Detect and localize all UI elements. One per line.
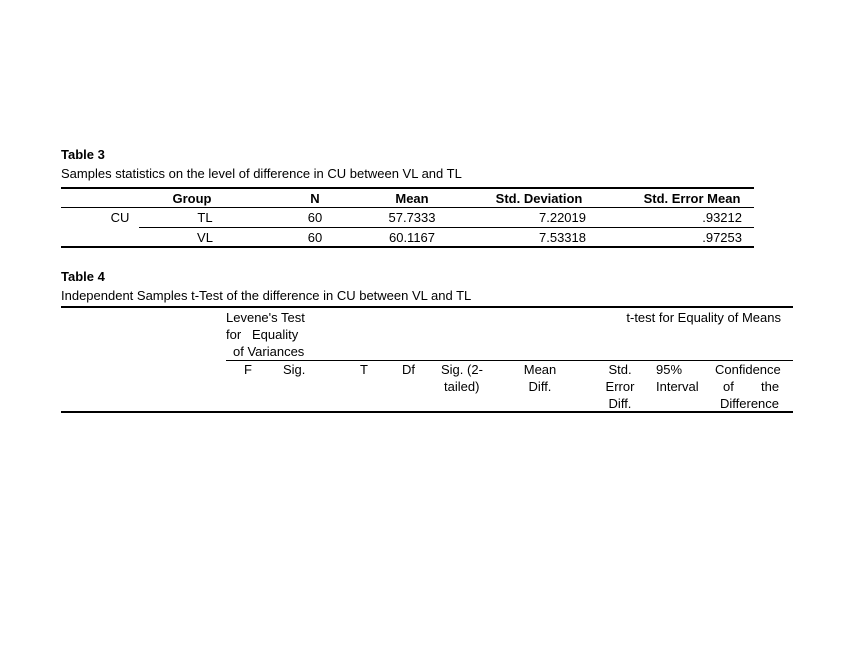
t3-row2-sem: .97253 bbox=[702, 230, 742, 245]
table4-bottom-rule bbox=[61, 411, 793, 413]
t3-header-group: Group bbox=[172, 191, 212, 206]
t3-row2-sd: 7.53318 bbox=[539, 230, 586, 245]
table3-header-rule bbox=[61, 207, 754, 208]
table3-bottom-rule bbox=[61, 246, 754, 248]
t3-header-sem: Std. Error Mean bbox=[643, 191, 741, 206]
t4-sub-se-line3: Diff. bbox=[608, 396, 632, 411]
table4-caption: Independent Samples t-Test of the difference in CU between VL and TL bbox=[61, 288, 472, 303]
t4-sub-f: F bbox=[244, 362, 252, 377]
table4-header-rule bbox=[226, 360, 793, 361]
t4-sub-sig2-line2: tailed) bbox=[444, 379, 480, 394]
t4-sub-se-line2: Error bbox=[605, 379, 635, 394]
t3-row2-mean: 60.1167 bbox=[388, 230, 436, 245]
table4-label: Table 4 bbox=[61, 269, 105, 284]
t3-row2-group: VL bbox=[197, 230, 213, 245]
t3-row1-sd: 7.22019 bbox=[539, 210, 586, 225]
t4-sub-ci-line1: Confidence bbox=[715, 362, 781, 377]
t4-sub-t: T bbox=[360, 362, 368, 377]
t4-sub-mean-line2: Diff. bbox=[528, 379, 552, 394]
t4-sub-se-line1: Std. bbox=[608, 362, 632, 377]
t3-row-label: CU bbox=[110, 210, 130, 225]
t3-row2-n: 60 bbox=[307, 230, 323, 245]
t4-sub-ci-line2a: of bbox=[723, 379, 734, 394]
table3-label: Table 3 bbox=[61, 147, 105, 162]
table4-top-rule bbox=[61, 306, 793, 308]
t4-sub-mean-line1: Mean bbox=[523, 362, 557, 377]
t4-sub-df: Df bbox=[402, 362, 415, 377]
t4-sub-ci-line2b: the bbox=[761, 379, 780, 394]
t3-row1-sem: .93212 bbox=[702, 210, 742, 225]
t3-row1-group: TL bbox=[197, 210, 213, 225]
t4-sub-sig: Sig. bbox=[283, 362, 306, 377]
t4-ttest-header: t-test for Equality of Means bbox=[626, 310, 781, 325]
table3-top-rule bbox=[61, 187, 754, 189]
t4-sub-ci95-line2: Interval bbox=[656, 379, 699, 394]
t4-levene-line3: of Variances bbox=[233, 344, 305, 359]
t4-sub-ci95-line1: 95% bbox=[656, 362, 683, 377]
t4-levene-line2: for Equality bbox=[226, 327, 299, 342]
t3-header-mean: Mean bbox=[395, 191, 429, 206]
t3-header-n: N bbox=[310, 191, 320, 206]
t4-sub-ci-line3: Difference bbox=[720, 396, 780, 411]
t3-row1-n: 60 bbox=[307, 210, 323, 225]
t3-row1-mean: 57.7333 bbox=[388, 210, 436, 225]
t3-header-sd: Std. Deviation bbox=[495, 191, 583, 206]
t4-levene-line1: Levene's Test bbox=[226, 310, 305, 325]
table3-caption: Samples statistics on the level of difference in CU between VL and TL bbox=[61, 166, 462, 181]
t4-sub-sig2-line1: Sig. (2- bbox=[441, 362, 483, 377]
table3-row-rule bbox=[139, 227, 754, 228]
